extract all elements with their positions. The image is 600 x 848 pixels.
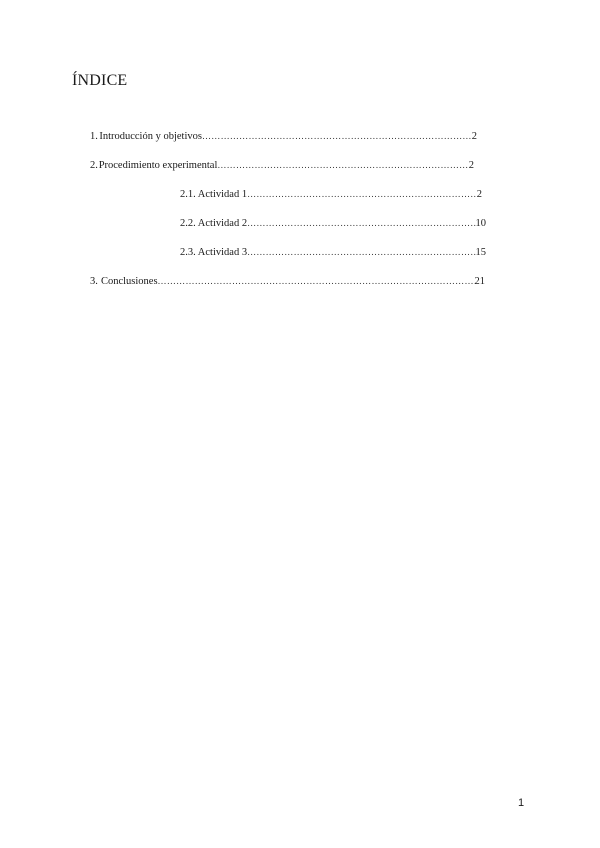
toc-dot-leader [247,245,475,259]
page-title: ÍNDICE [72,72,128,89]
toc-entry-number: 3. [90,276,98,287]
toc-dot-leader [247,187,477,201]
toc-dot-leader [158,274,475,288]
toc-entry-number: 2. [90,160,98,171]
toc-entry-label: 2.3. Actividad 3 [180,247,248,258]
toc-entry-label: 2.2. Actividad 2 [180,218,248,229]
toc-entry [90,274,485,288]
page-number: 1 [518,797,525,809]
toc-entry-page: 2 [468,160,474,171]
toc-entry-page: 15 [475,247,486,258]
toc-dot-leader [217,158,468,172]
toc-entry-label: Introducción y objetivos [99,131,202,142]
toc-entry-number: 1. [90,131,98,142]
toc-entry [90,158,474,172]
toc-dot-leader [247,216,475,230]
toc-entry [90,129,477,143]
toc-entry-label: Procedimiento experimental [98,160,218,171]
toc-entry-page: 10 [475,218,486,229]
toc-subentry [180,216,486,230]
toc-entry-page: 21 [474,276,485,287]
toc-entry-page: 2 [476,189,482,200]
toc-subentry [180,187,482,201]
toc-entry-label: 2.1. Actividad 1 [180,189,248,200]
toc-entry-label: Conclusiones [100,276,158,287]
toc-entry-page: 2 [471,131,477,142]
toc-subentry [180,245,486,259]
toc-dot-leader [202,129,472,143]
